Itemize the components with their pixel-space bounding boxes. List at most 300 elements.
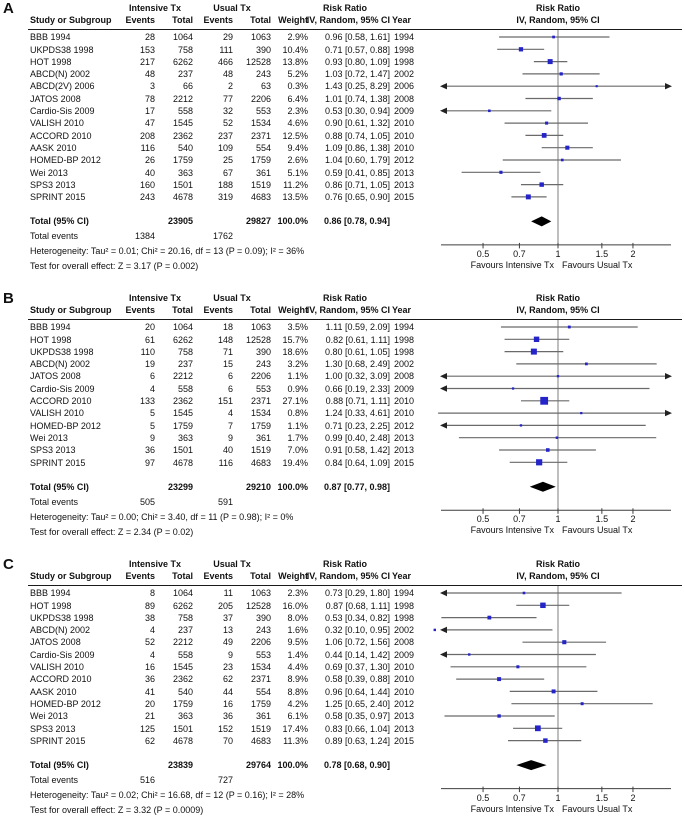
total-usual-cell: 12528 [245, 334, 271, 345]
study-name-cell: ABCD(N) 2002 [30, 625, 91, 636]
total-intensive-cell: 363 [177, 432, 193, 443]
total-intensive-cell: 6262 [172, 334, 193, 345]
col-header-effect-table: Risk Ratio [322, 3, 367, 13]
weight-cell: 11.3% [283, 735, 308, 746]
study-name-cell: AASK 2010 [30, 686, 77, 697]
events-usual-cell: 67 [222, 167, 233, 178]
total-usual-cell: 390 [255, 44, 271, 55]
events-usual-cell: 466 [217, 56, 233, 67]
study-name-cell: HOMED-BP 2012 [30, 698, 101, 709]
study-name-cell: SPS3 2013 [30, 179, 76, 190]
total-usual-cell: 2206 [250, 371, 271, 382]
total-usual-cell: 553 [255, 383, 271, 394]
study-name-cell: Cardio-Sis 2009 [30, 383, 95, 394]
events-usual-cell: 2 [227, 81, 233, 92]
col-header-total-intensive: Total [172, 305, 193, 315]
effect-marker [468, 653, 470, 655]
year-cell: 1998 [394, 612, 415, 623]
effect-marker [534, 337, 539, 342]
axis-tick-label: 1 [555, 792, 561, 803]
study-name-cell: HOMED-BP 2012 [30, 420, 101, 431]
total-events-intensive: 516 [139, 775, 155, 786]
weight-cell: 15.7% [282, 334, 308, 345]
risk-ratio-ci-cell: 0.96 [0.58, 1.61] [324, 32, 390, 43]
weight-cell: 3.2% [287, 359, 308, 370]
study-name-cell: JATOS 2008 [30, 637, 81, 648]
total-usual-cell: 4683 [250, 192, 271, 203]
effect-marker [568, 326, 571, 329]
effect-marker [519, 47, 523, 51]
axis-tick-label: 2 [630, 792, 636, 803]
events-intensive-cell: 116 [140, 142, 155, 153]
effect-marker [531, 349, 537, 355]
total-usual-cell: 1759 [250, 155, 271, 166]
study-name-cell: VALISH 2010 [30, 118, 84, 129]
weight-cell: 0.3% [287, 81, 308, 92]
total-usual-cell: 63 [260, 81, 271, 92]
risk-ratio-ci-cell: 0.44 [0.14, 1.42] [324, 649, 390, 660]
total-events-usual: 591 [217, 496, 233, 507]
risk-ratio-ci-cell: 0.88 [0.74, 1.05] [324, 130, 390, 141]
events-usual-cell: 7 [227, 420, 233, 431]
weight-cell: 2.3% [287, 588, 308, 599]
events-intensive-cell: 160 [139, 179, 155, 190]
summary-diamond [516, 760, 546, 770]
study-name-cell: SPS3 2013 [30, 445, 76, 456]
plot-header-method: IV, Random, 95% CI [516, 15, 600, 25]
total-intensive-cell: 1501 [172, 445, 193, 456]
total-intensive-cell: 558 [177, 649, 193, 660]
events-intensive-cell: 153 [139, 44, 155, 55]
total-usual-cell: 243 [255, 359, 271, 370]
ci-arrow-left-icon [440, 83, 447, 89]
study-name-cell: ABCD(N) 2002 [30, 69, 91, 80]
weight-cell: 8.8% [287, 686, 308, 697]
study-name-cell: JATOS 2008 [30, 93, 81, 104]
col-header-total-usual: Total [250, 571, 271, 581]
study-name-cell: BBB 1994 [30, 588, 71, 599]
total-row-label: Total (95% CI) [30, 481, 89, 492]
col-header-year: Year [392, 305, 412, 315]
col-header-usual-group: Usual Tx [213, 293, 251, 303]
heterogeneity-text: Heterogeneity: Tau² = 0.01; Chi² = 20.16, df = 13 (P = 0.09); I² = 36% [30, 246, 305, 257]
events-usual-cell: 6 [227, 371, 233, 382]
col-header-usual-group: Usual Tx [213, 3, 251, 13]
events-usual-cell: 9 [227, 649, 233, 660]
effect-marker [557, 97, 560, 100]
weight-cell: 7.0% [287, 445, 308, 456]
heterogeneity-text: Heterogeneity: Tau² = 0.02; Chi² = 16.68, df = 12 (P = 0.16); I² = 28% [30, 790, 305, 801]
year-cell: 2002 [394, 625, 415, 636]
events-intensive-cell: 3 [149, 81, 155, 92]
effect-marker [585, 363, 588, 366]
events-usual-cell: 319 [217, 192, 233, 203]
col-header-effect-table: Risk Ratio [322, 559, 367, 569]
risk-ratio-ci-cell: 0.83 [0.66, 1.04] [324, 723, 390, 734]
weight-cell: 1.7% [287, 432, 308, 443]
weight-cell: 16.0% [282, 600, 308, 611]
col-header-year: Year [392, 15, 412, 25]
total-intensive-cell: 237 [177, 625, 193, 636]
weight-cell: 6.1% [287, 711, 308, 722]
events-usual-cell: 71 [222, 346, 233, 357]
risk-ratio-ci-cell: 1.43 [0.25, 8.29] [324, 81, 390, 92]
events-intensive-cell: 133 [139, 396, 155, 406]
forest-panel [0, 558, 685, 819]
total-intensive-cell: 1064 [172, 588, 193, 599]
events-intensive-cell: 21 [144, 711, 155, 722]
events-intensive-cell: 217 [139, 56, 155, 67]
total-usual-cell: 1759 [250, 420, 271, 431]
events-usual-cell: 49 [222, 637, 233, 648]
weight-cell: 4.2% [287, 698, 308, 709]
axis-tick-label: 2 [630, 514, 636, 525]
effect-marker [557, 375, 559, 377]
total-weight: 100.0% [277, 760, 308, 771]
study-name-cell: ACCORD 2010 [30, 396, 92, 406]
total-risk-ratio-ci: 0.78 [0.68, 0.90] [323, 760, 390, 771]
risk-ratio-ci-cell: 1.01 [0.74, 1.38] [324, 93, 390, 104]
risk-ratio-ci-cell: 0.96 [0.64, 1.44] [324, 686, 390, 697]
weight-cell: 13.8% [282, 56, 308, 67]
study-name-cell: ACCORD 2010 [30, 130, 92, 141]
year-cell: 1998 [394, 44, 415, 55]
risk-ratio-ci-cell: 1.03 [0.72, 1.47] [324, 69, 390, 80]
risk-ratio-ci-cell: 0.80 [0.61, 1.05] [324, 346, 390, 357]
total-intensive-cell: 363 [177, 167, 193, 178]
forest-panel [0, 292, 685, 541]
events-usual-cell: 16 [222, 698, 233, 709]
weight-cell: 17.4% [282, 723, 308, 734]
total-usual-cell: 390 [255, 346, 271, 357]
risk-ratio-ci-cell: 1.09 [0.86, 1.38] [324, 142, 390, 153]
weight-cell: 19.4% [282, 457, 308, 468]
year-cell: 2013 [394, 432, 415, 443]
study-name-cell: HOT 1998 [30, 600, 72, 611]
effect-marker [535, 725, 541, 731]
events-usual-cell: 111 [219, 44, 233, 55]
col-header-usual-group: Usual Tx [213, 559, 251, 569]
overall-effect-text: Test for overall effect: Z = 3.32 (P = 0.0009) [30, 805, 204, 816]
year-cell: 2013 [394, 179, 415, 190]
year-cell: 2002 [394, 69, 415, 80]
events-intensive-cell: 4 [149, 625, 155, 636]
events-intensive-cell: 4 [149, 383, 155, 394]
total-intensive-cell: 237 [177, 69, 193, 80]
effect-marker [488, 110, 491, 113]
ci-arrow-left-icon [440, 385, 447, 391]
total-usual-cell: 1519 [250, 179, 271, 190]
weight-cell: 13.5% [282, 192, 308, 203]
total-intensive-cell: 1759 [172, 698, 193, 709]
col-header-intensive-group: Intensive Tx [128, 293, 182, 303]
study-name-cell: HOT 1998 [30, 334, 72, 345]
col-header-method-table: IV, Random, 95% CI [306, 305, 390, 315]
total-intensive-cell: 1545 [172, 408, 193, 419]
effect-marker [565, 146, 569, 150]
effect-marker [536, 459, 542, 465]
total-intensive-cell: 363 [177, 711, 193, 722]
study-name-cell: Wei 2013 [30, 167, 68, 178]
study-name-cell: UKPDS38 1998 [30, 44, 94, 55]
total-usual-cell: 1534 [250, 662, 271, 672]
total-usual-cell: 554 [255, 686, 271, 697]
year-cell: 1994 [394, 588, 415, 599]
total-usual-cell: 390 [255, 612, 271, 623]
risk-ratio-ci-cell: 0.59 [0.41, 0.85] [324, 167, 390, 178]
effect-marker [526, 194, 531, 199]
col-header-intensive-group: Intensive Tx [128, 3, 182, 13]
year-cell: 2008 [394, 93, 415, 104]
weight-cell: 5.1% [287, 167, 308, 178]
events-usual-cell: 18 [222, 322, 233, 333]
risk-ratio-ci-cell: 0.76 [0.65, 0.90] [324, 192, 390, 203]
total-usual-cell: 1759 [250, 698, 271, 709]
events-intensive-cell: 5 [149, 420, 155, 431]
axis-tick-label: 0.7 [513, 248, 526, 259]
effect-marker [523, 592, 526, 595]
study-name-cell: HOMED-BP 2012 [30, 155, 101, 166]
year-cell: 2013 [394, 723, 415, 734]
plot-header-effect: Risk Ratio [535, 293, 580, 303]
plot-header-effect: Risk Ratio [535, 559, 580, 569]
panel-label: A [3, 0, 14, 17]
study-name-cell: SPRINT 2015 [30, 192, 86, 203]
total-intensive-cell: 1064 [172, 322, 193, 333]
total-n-usual: 29764 [245, 760, 271, 771]
axis-tick-label: 1.5 [595, 248, 609, 259]
weight-cell: 8.0% [287, 612, 308, 623]
total-intensive-cell: 540 [177, 686, 193, 697]
axis-tick-label: 0.5 [476, 514, 490, 525]
total-usual-cell: 2371 [250, 674, 271, 685]
events-usual-cell: 32 [222, 106, 233, 116]
year-cell: 1998 [394, 600, 415, 611]
study-name-cell: Wei 2013 [30, 432, 68, 443]
events-intensive-cell: 38 [144, 612, 155, 623]
total-row-label: Total (95% CI) [30, 216, 89, 227]
events-usual-cell: 116 [218, 457, 233, 468]
total-intensive-cell: 2362 [172, 396, 193, 406]
col-header-study: Study or Subgroup [30, 305, 112, 315]
total-usual-cell: 1519 [250, 723, 271, 734]
weight-cell: 18.6% [282, 346, 308, 357]
total-intensive-cell: 237 [177, 359, 193, 370]
total-intensive-cell: 4678 [172, 192, 193, 203]
year-cell: 2012 [394, 155, 415, 166]
events-intensive-cell: 47 [144, 118, 155, 129]
weight-cell: 2.3% [287, 106, 308, 116]
total-intensive-cell: 1064 [172, 32, 193, 43]
favours-left-label: Favours Intensive Tx [470, 259, 554, 270]
events-intensive-cell: 125 [139, 723, 155, 734]
year-cell: 2010 [394, 396, 415, 406]
events-intensive-cell: 40 [144, 167, 155, 178]
total-intensive-cell: 2362 [172, 674, 193, 685]
events-intensive-cell: 5 [149, 408, 155, 419]
events-usual-cell: 148 [217, 334, 233, 345]
ci-arrow-right-icon [665, 83, 672, 89]
effect-marker [499, 171, 502, 174]
events-intensive-cell: 36 [144, 674, 155, 685]
summary-diamond [531, 216, 551, 226]
risk-ratio-ci-cell: 1.04 [0.60, 1.79] [324, 155, 390, 166]
effect-marker [539, 182, 543, 186]
year-cell: 2015 [394, 457, 415, 468]
col-header-weight: Weight [278, 305, 308, 315]
effect-marker [560, 72, 563, 75]
study-name-cell: ABCD(N) 2002 [30, 359, 91, 370]
total-weight: 100.0% [277, 481, 308, 492]
effect-marker [581, 702, 584, 705]
risk-ratio-ci-cell: 0.71 [0.23, 2.25] [324, 420, 390, 431]
total-usual-cell: 2371 [250, 396, 271, 406]
weight-cell: 1.6% [287, 625, 308, 636]
study-name-cell: UKPDS38 1998 [30, 346, 94, 357]
weight-cell: 10.4% [282, 44, 308, 55]
risk-ratio-ci-cell: 0.86 [0.71, 1.05] [324, 179, 390, 190]
forest-plot-canvas [0, 292, 685, 541]
year-cell: 2010 [394, 118, 415, 129]
events-usual-cell: 9 [227, 432, 233, 443]
col-header-study: Study or Subgroup [30, 571, 112, 581]
events-usual-cell: 23 [222, 662, 233, 672]
total-usual-cell: 553 [255, 649, 271, 660]
effect-marker [540, 397, 548, 405]
axis-tick-label: 1.5 [595, 792, 609, 803]
favours-left-label: Favours Intensive Tx [470, 525, 554, 536]
risk-ratio-ci-cell: 0.66 [0.19, 2.33] [324, 383, 390, 394]
year-cell: 2015 [394, 192, 415, 203]
total-usual-cell: 12528 [245, 600, 271, 611]
col-header-study: Study or Subgroup [30, 15, 112, 25]
study-name-cell: SPS3 2013 [30, 723, 76, 734]
total-events-usual: 1762 [212, 231, 233, 242]
effect-marker [497, 714, 500, 717]
plot-header-method: IV, Random, 95% CI [516, 305, 600, 315]
total-intensive-cell: 1501 [172, 723, 193, 734]
events-intensive-cell: 62 [144, 735, 155, 746]
total-intensive-cell: 758 [177, 44, 193, 55]
events-intensive-cell: 9 [149, 432, 155, 443]
risk-ratio-ci-cell: 0.71 [0.57, 0.88] [324, 44, 390, 55]
year-cell: 2009 [394, 106, 415, 116]
col-header-total-intensive: Total [172, 15, 193, 25]
events-usual-cell: 52 [222, 118, 233, 129]
plot-header-effect: Risk Ratio [535, 3, 580, 13]
ci-arrow-left-icon [440, 422, 447, 428]
risk-ratio-ci-cell: 0.73 [0.29, 1.80] [324, 588, 390, 599]
total-events-usual: 727 [217, 775, 233, 786]
year-cell: 1998 [394, 346, 415, 357]
total-intensive-cell: 6262 [172, 600, 193, 611]
weight-cell: 1.4% [287, 649, 308, 660]
total-events-label: Total events [30, 496, 79, 507]
events-intensive-cell: 48 [144, 69, 155, 80]
total-intensive-cell: 758 [177, 346, 193, 357]
heterogeneity-text: Heterogeneity: Tau² = 0.00; Chi² = 3.40, df = 11 (P = 0.98); I² = 0% [30, 511, 294, 522]
events-intensive-cell: 26 [144, 155, 155, 166]
weight-cell: 11.2% [283, 179, 308, 190]
forest-panel [0, 2, 685, 275]
events-intensive-cell: 17 [144, 106, 155, 116]
summary-diamond [530, 482, 556, 492]
axis-tick-label: 1 [555, 514, 561, 525]
weight-cell: 0.8% [287, 408, 308, 419]
ci-arrow-left-icon [440, 373, 447, 379]
col-header-weight: Weight [278, 571, 308, 581]
weight-cell: 2.9% [287, 32, 308, 43]
weight-cell: 4.6% [287, 118, 308, 129]
study-name-cell: SPRINT 2015 [30, 457, 86, 468]
events-usual-cell: 25 [222, 155, 233, 166]
total-intensive-cell: 1545 [172, 118, 193, 129]
total-row-label: Total (95% CI) [30, 760, 89, 771]
events-intensive-cell: 16 [144, 662, 155, 672]
total-n-intensive: 23905 [167, 216, 193, 227]
total-n-usual: 29210 [245, 481, 271, 492]
panel-label: C [3, 556, 14, 573]
total-usual-cell: 1063 [250, 588, 271, 599]
total-intensive-cell: 1545 [172, 662, 193, 672]
events-usual-cell: 15 [222, 359, 233, 370]
forest-plot-canvas [0, 558, 685, 819]
year-cell: 2010 [394, 686, 415, 697]
total-usual-cell: 243 [255, 69, 271, 80]
risk-ratio-ci-cell: 1.25 [0.65, 2.40] [324, 698, 390, 709]
study-name-cell: Wei 2013 [30, 711, 68, 722]
total-intensive-cell: 66 [182, 81, 193, 92]
risk-ratio-ci-cell: 0.69 [0.37, 1.30] [324, 662, 390, 672]
total-usual-cell: 2371 [250, 130, 271, 141]
year-cell: 2013 [394, 711, 415, 722]
total-intensive-cell: 2362 [172, 130, 193, 141]
events-intensive-cell: 61 [144, 334, 155, 345]
col-header-weight: Weight [278, 15, 308, 25]
risk-ratio-ci-cell: 0.93 [0.80, 1.09] [324, 56, 390, 67]
events-usual-cell: 29 [222, 32, 233, 43]
total-intensive-cell: 2212 [172, 637, 193, 648]
effect-marker [546, 448, 550, 452]
events-usual-cell: 237 [217, 130, 233, 141]
weight-cell: 4.4% [287, 662, 308, 672]
weight-cell: 9.5% [287, 637, 308, 648]
events-intensive-cell: 20 [144, 322, 155, 333]
forest-plot-canvas [0, 2, 685, 275]
risk-ratio-ci-cell: 0.91 [0.58, 1.42] [324, 445, 390, 456]
effect-marker [596, 85, 598, 87]
total-usual-cell: 4683 [250, 735, 271, 746]
total-usual-cell: 12528 [245, 56, 271, 67]
col-header-events-intensive: Events [125, 15, 155, 25]
total-usual-cell: 1534 [250, 408, 271, 419]
total-intensive-cell: 2212 [172, 93, 193, 104]
year-cell: 2010 [394, 142, 415, 153]
risk-ratio-ci-cell: 0.88 [0.71, 1.11] [325, 396, 390, 406]
events-intensive-cell: 4 [149, 649, 155, 660]
year-cell: 2012 [394, 420, 415, 431]
total-usual-cell: 361 [255, 432, 271, 443]
risk-ratio-ci-cell: 0.53 [0.34, 0.82] [324, 612, 390, 623]
events-intensive-cell: 19 [144, 359, 155, 370]
axis-tick-label: 1 [555, 248, 561, 259]
risk-ratio-ci-cell: 0.53 [0.30, 0.94] [324, 106, 390, 116]
year-cell: 2015 [394, 735, 415, 746]
year-cell: 2013 [394, 167, 415, 178]
total-events-label: Total events [30, 231, 79, 242]
events-usual-cell: 188 [217, 179, 233, 190]
total-usual-cell: 361 [255, 711, 271, 722]
